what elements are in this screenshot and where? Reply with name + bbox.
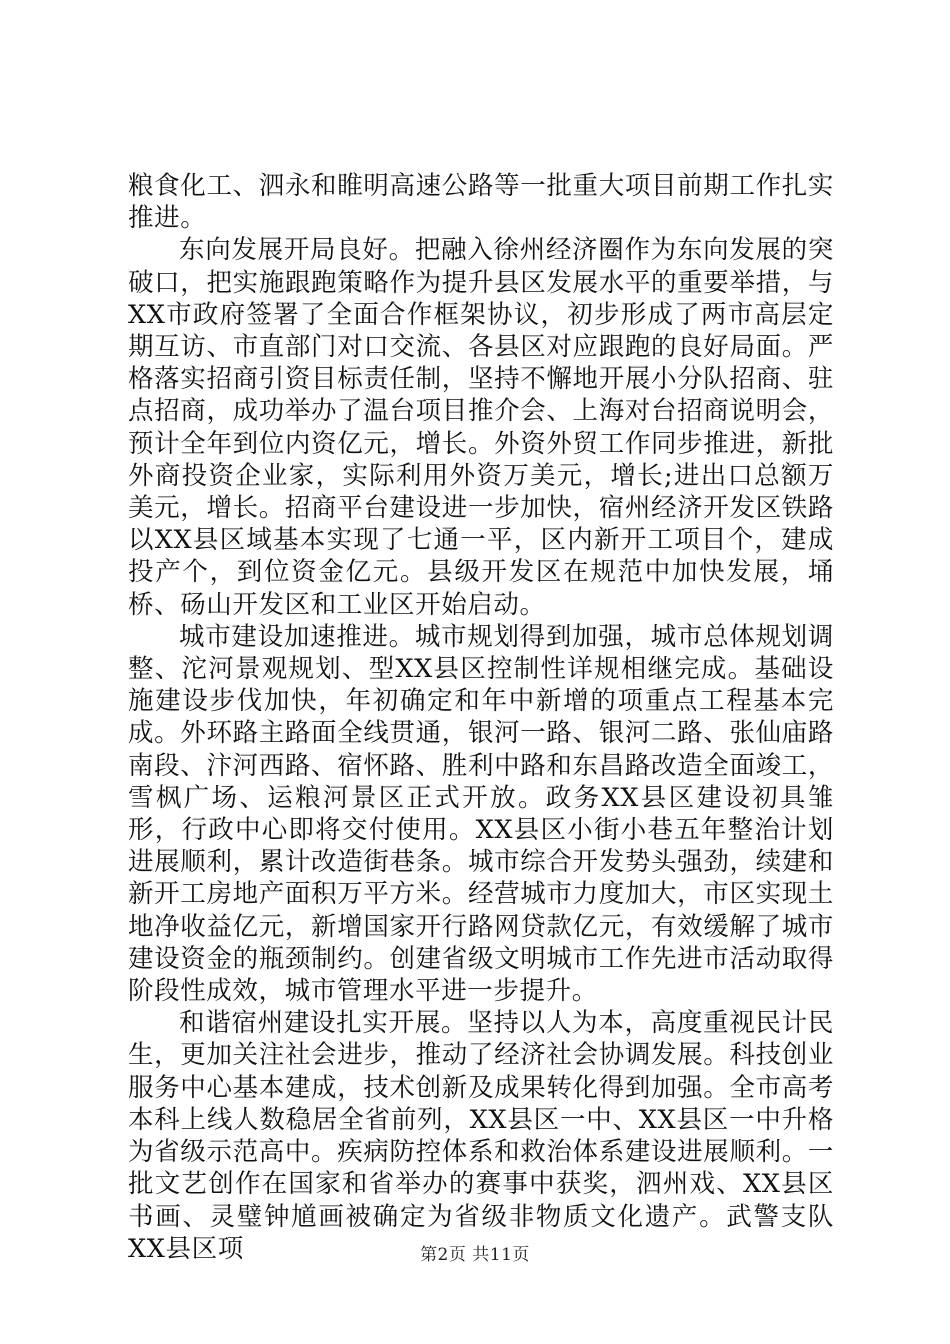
paragraph-continuation: 粮食化工、泗永和睢明高速公路等一批重大项目前期工作扎实推进。 bbox=[128, 171, 834, 234]
paragraph-city-construction: 城市建设加速推进。城市规划得到加强，城市总体规划调整、沱河景观规划、型XX县区控制性详规相继完成。基础设施建设步伐加快，年初确定和年中新增的项重点工程基本完成。外环路主路面全线贯通，银河一路、银河二路、张仙庙路南段、汴河西路、宿怀路、胜利中路和东昌路改造全面竣工，雪枫广场、运粮河景区正式开放。政务XX县区建设初具雏形，行政中心即将交付使用。XX县区小街小巷五年整治计划进展顺利，累计改造街巷条。城市综合开发势头强劲，续建和新开工房地产面积万平方米。经营城市力度加大，市区实现土地净收益亿元，新增国家开行路网贷款亿元，有效缓解了城市建设资金的瓶颈制约。创建省级文明城市工作先进市活动取得阶段性成效，城市管理水平进一步提升。 bbox=[128, 621, 834, 1007]
page-number-footer: 第2页 共11页 bbox=[420, 1245, 530, 1265]
body-text bbox=[128, 170, 834, 1265]
paragraph-east-development: 东向发展开局良好。把融入徐州经济圈作为东向发展的突破口，把实施跟跑策略作为提升县区发展水平的重要举措，与XX市政府签署了全面合作框架协议，初步形成了两市高层定期互访、市直部门对口交流、各县区对应跟跑的良好局面。严格落实招商引资目标责任制，坚持不懈地开展小分队招商、驻点招商，成功举办了温台项目推介会、上海对台招商说明会，预计全年到位内资亿元，增长。外资外贸工作同步推进，新批外商投资企业家，实际利用外资万美元，增长;进出口总额万美元，增长。招商平台建设进一步加快，宿州经济开发区铁路以XX县区域基本实现了七通一平，区内新开工项目个，建成投产个，到位资金亿元。县级开发区在规范中加快发展，埇桥、砀山开发区和工业区开始启动。 bbox=[128, 235, 834, 620]
paragraph-harmonious-suzhou: 和谐宿州建设扎实开展。坚持以人为本，高度重视民计民生，更加关注社会进步，推动了经济社会协调发展。科技创业服务中心基本建成，技术创新及成果转化得到加强。全市高考本科上线人数稳居全省前列，XX县区一中、XX县区一中升格为省级示范高中。疾病防控体系和救治体系建设进展顺利。一批文艺创作在国家和省举办的赛事中获奖，泗州戏、XX县区书画、灵璧钟馗画被确定为省级非物质文化遗产。武警支队XX县区项 bbox=[128, 1008, 834, 1264]
